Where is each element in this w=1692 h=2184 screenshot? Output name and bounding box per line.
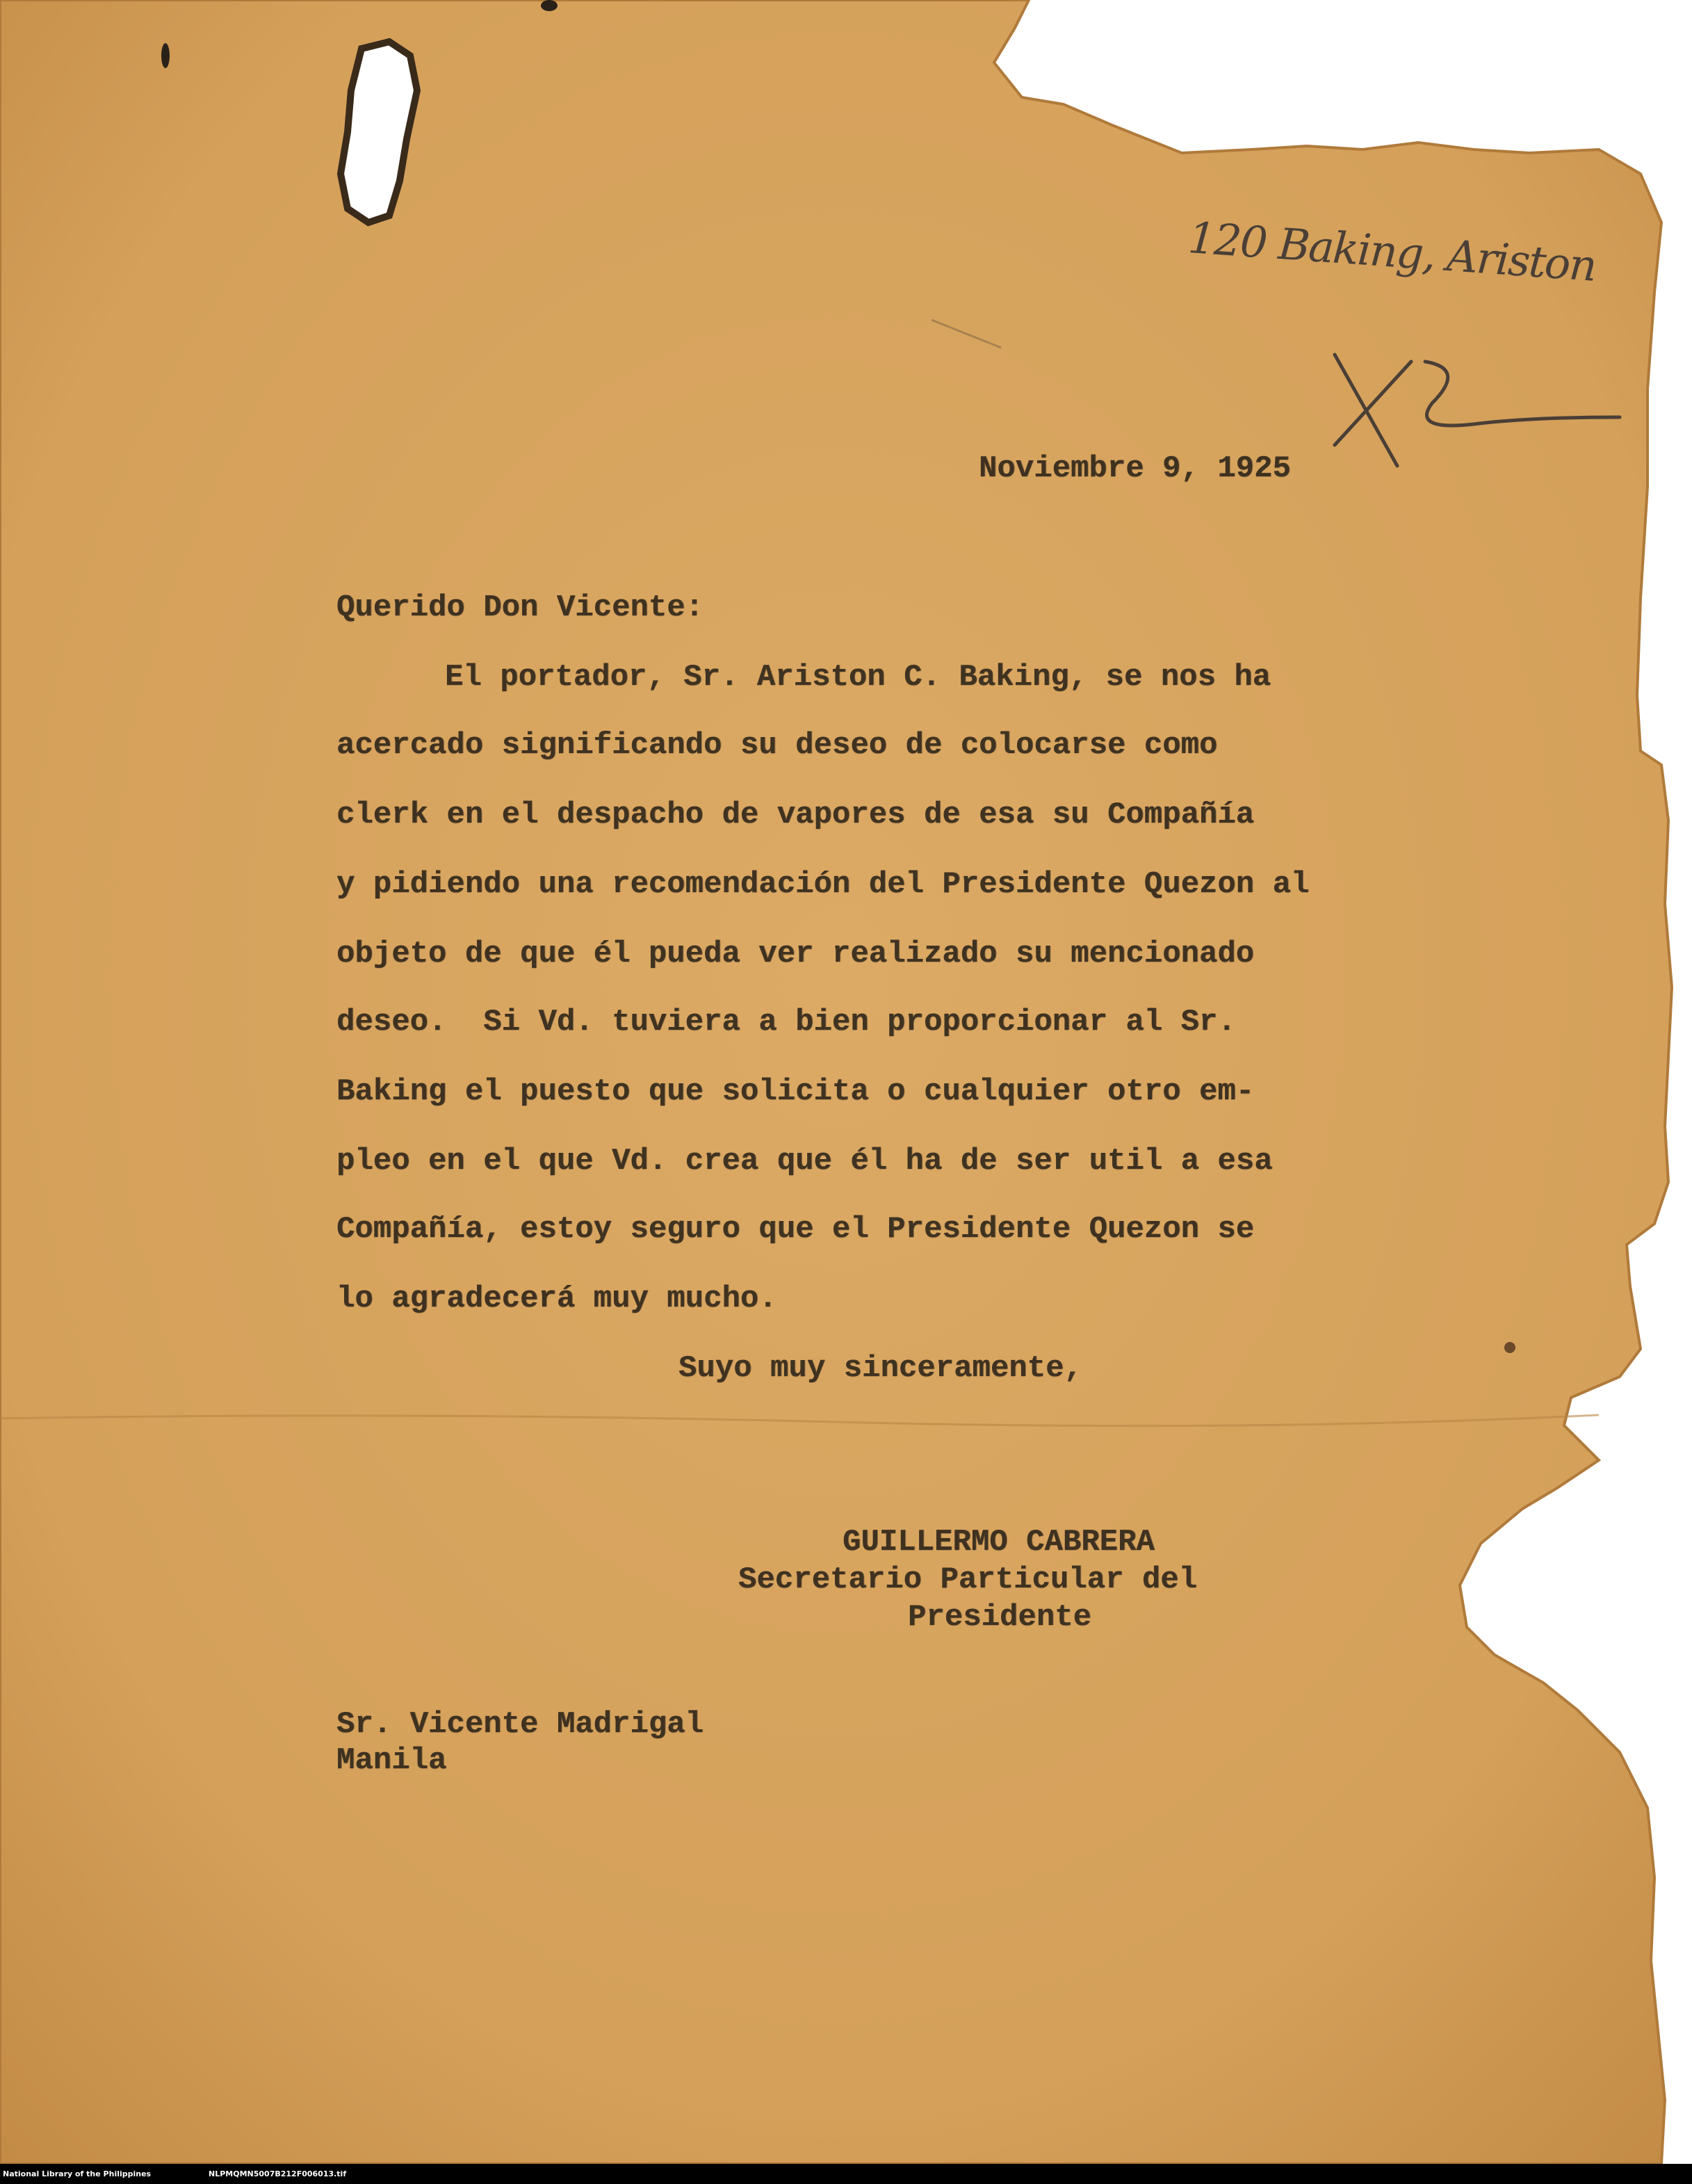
body-line: deseo. Si Vd. tuviera a bien proporcionar al Sr. bbox=[336, 1005, 1236, 1040]
letter-closing: Suyo muy sinceramente, bbox=[678, 1351, 1082, 1386]
body-line: pleo en el que Vd. crea que él ha de ser util a esa bbox=[336, 1144, 1273, 1179]
archive-footer bbox=[0, 2164, 1692, 2184]
recipient-city: Manila bbox=[336, 1743, 447, 1778]
body-line: Baking el puesto que solicita o cualquier otro em- bbox=[336, 1074, 1255, 1109]
body-line: acercado significando su deseo de colocarse como bbox=[336, 728, 1218, 763]
body-line: y pidiendo una recomendación del Presidente Quezon al bbox=[336, 867, 1310, 902]
footer-file-id: NLPMQMN5007B212F006013.tif bbox=[209, 2169, 347, 2178]
recipient-name: Sr. Vicente Madrigal bbox=[336, 1707, 704, 1742]
body-line: objeto de que él pueda ver realizado su mencionado bbox=[336, 937, 1255, 971]
signatory-title: Presidente bbox=[908, 1600, 1092, 1635]
signatory-title: Secretario Particular del bbox=[738, 1562, 1198, 1597]
body-line: Compañía, estoy seguro que el Presidente Quezon se bbox=[336, 1212, 1255, 1247]
letter-date: Noviembre 9, 1925 bbox=[979, 451, 1291, 486]
body-line: clerk en el despacho de vapores de esa su Compañía bbox=[336, 798, 1255, 832]
body-line: lo agradecerá muy mucho. bbox=[336, 1281, 777, 1316]
footer-institution: National Library of the Philippines bbox=[3, 2169, 152, 2178]
letter-salutation: Querido Don Vicente: bbox=[336, 590, 704, 625]
handwritten-annotation: 120 Baking, Ariston bbox=[1186, 212, 1597, 291]
body-line: El portador, Sr. Ariston C. Baking, se nos ha bbox=[445, 660, 1271, 695]
signatory-name: GUILLERMO CABRERA bbox=[843, 1525, 1155, 1560]
